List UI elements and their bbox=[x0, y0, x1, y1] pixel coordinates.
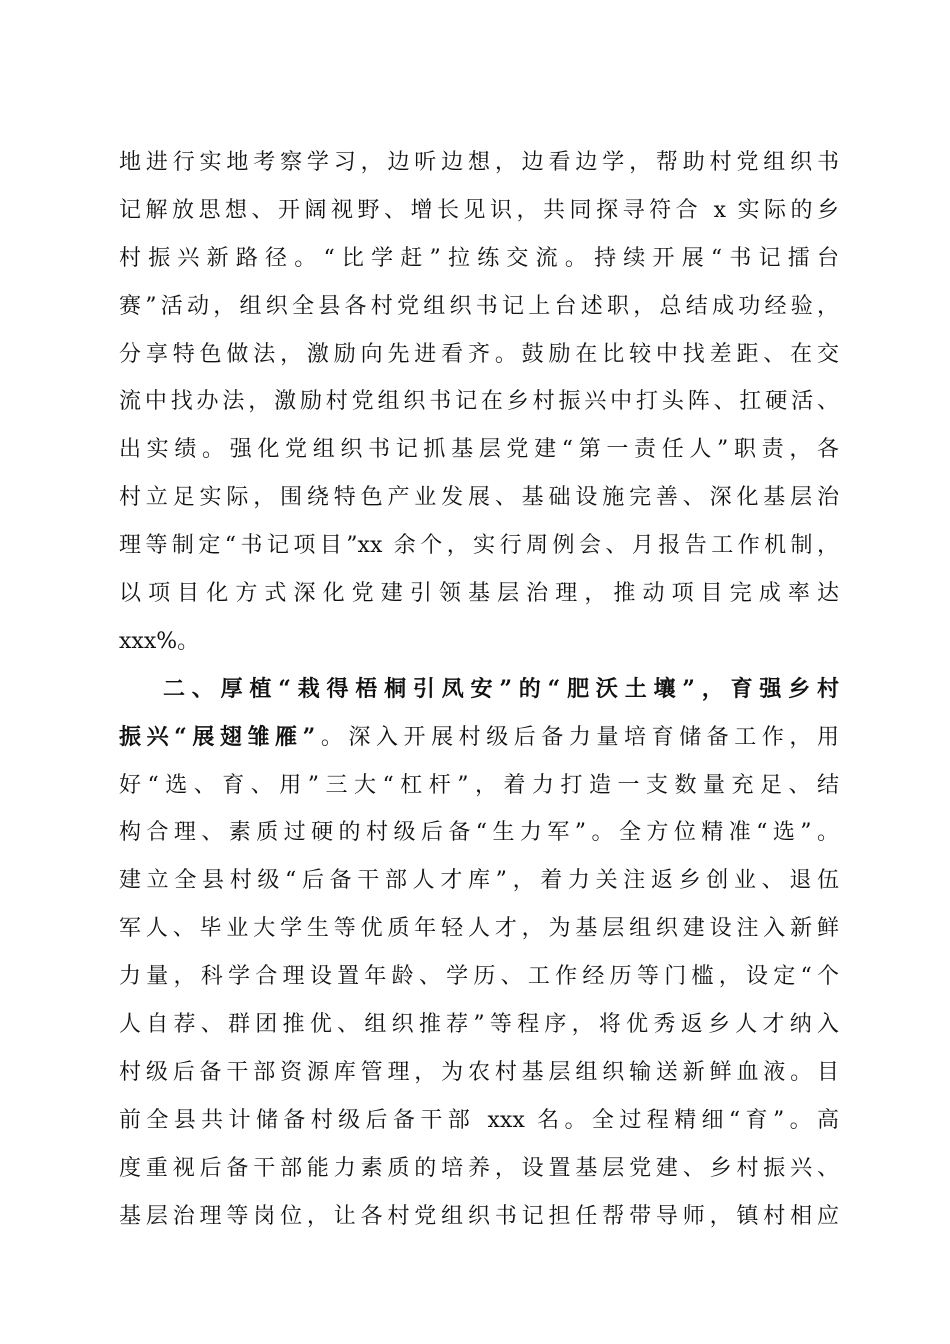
text-line: 人自荐、群团推优、组织推荐”等程序，将优秀返乡人才纳入 bbox=[119, 1012, 839, 1038]
text-line: 建立全县村级“后备干部人才库”，着力关注返乡创业、退伍 bbox=[119, 868, 839, 894]
text-line: xxx%。 bbox=[119, 628, 200, 654]
text-line: 力量，科学合理设置年龄、学历、工作经历等门槛，设定“个 bbox=[119, 964, 839, 990]
section-heading: 二、厚植“栽得梧桐引凤安”的“肥沃土壤”，育强乡村 bbox=[163, 675, 839, 702]
text-line: 出实绩。强化党组织书记抓基层党建“第一责任人”职责，各 bbox=[119, 437, 839, 463]
text-line: 分享特色做法，激励向先进看齐。鼓励在比较中找差距、在交 bbox=[119, 341, 839, 367]
text-line: 村立足实际，围绕特色产业发展、基础设施完善、深化基层治 bbox=[119, 485, 839, 511]
text-line: 基层治理等岗位，让各村党组织书记担任帮带导师，镇村相应 bbox=[119, 1203, 839, 1229]
text-line: 度重视后备干部能力素质的培养，设置基层党建、乡村振兴、 bbox=[119, 1155, 839, 1181]
text-line: 流中找办法，激励村党组织书记在乡村振兴中打头阵、扛硬活、 bbox=[119, 389, 839, 415]
document-body bbox=[119, 139, 839, 1240]
text-run: 。深入开展村级后备力量培育储备工作，用 bbox=[315, 724, 839, 750]
text-line: 记解放思想、开阔视野、增长见识，共同探寻符合 x 实际的乡 bbox=[119, 197, 839, 223]
text-line: 赛”活动，组织全县各村党组织书记上台述职，总结成功经验， bbox=[119, 293, 839, 319]
text-line: 军人、毕业大学生等优质年轻人才，为基层组织建设注入新鲜 bbox=[119, 916, 839, 942]
text-line: 地进行实地考察学习，边听边想，边看边学，帮助村党组织书 bbox=[119, 150, 839, 175]
text-line: 理等制定“书记项目”xx 余个，实行周例会、月报告工作机制， bbox=[119, 533, 839, 559]
text-line: 村振兴新路径。“比学赶”拉练交流。持续开展“书记擂台 bbox=[119, 245, 839, 271]
paragraph-1 bbox=[119, 139, 839, 666]
paragraph-2 bbox=[119, 666, 839, 1241]
section-heading-continuation: 振兴“展翅雏雁” bbox=[119, 723, 316, 750]
text-line: 以项目化方式深化党建引领基层治理，推动项目完成率达 bbox=[119, 581, 839, 607]
text-line: 构合理、素质过硬的村级后备“生力军”。全方位精准“选”。 bbox=[119, 820, 839, 846]
text-line: 村级后备干部资源库管理，为农村基层组织输送新鲜血液。目 bbox=[119, 1059, 839, 1085]
text-line: 好“选、育、用”三大“杠杆”，着力打造一支数量充足、结 bbox=[119, 772, 839, 798]
text-line: 前全县共计储备村级后备干部 xxx 名。全过程精细“育”。高 bbox=[119, 1107, 839, 1133]
text-line bbox=[119, 714, 839, 762]
